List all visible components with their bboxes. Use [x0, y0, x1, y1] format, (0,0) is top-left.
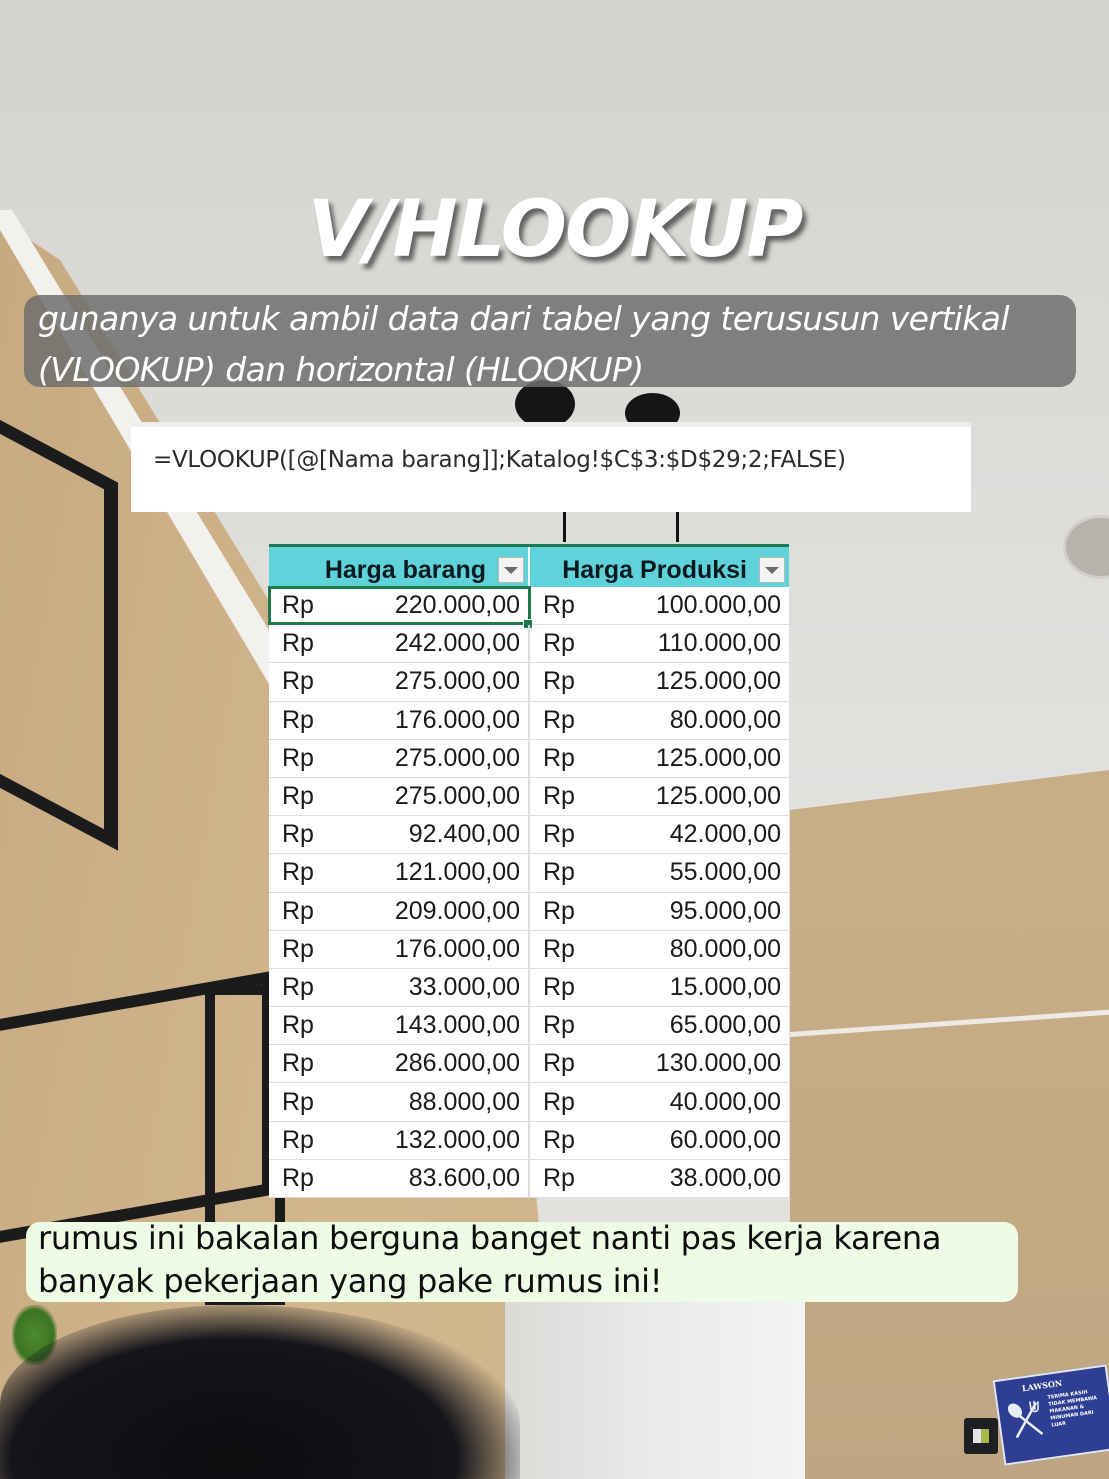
cell-harga-produksi[interactable]	[530, 587, 789, 624]
table-row	[269, 625, 789, 663]
note-text	[38, 1217, 1028, 1303]
cell-value: 40.000,00	[669, 1087, 781, 1116]
cell-value: 121.000,00	[394, 858, 520, 887]
currency-label: Rp	[282, 743, 314, 772]
cell-value: 33.000,00	[408, 972, 520, 1001]
cell-harga-produksi[interactable]	[530, 1045, 789, 1082]
currency-label: Rp	[543, 667, 575, 696]
cell-harga-barang[interactable]	[269, 1122, 530, 1159]
table-row	[269, 778, 789, 816]
table-row	[269, 1160, 789, 1198]
cell-harga-barang[interactable]	[269, 854, 530, 891]
cell-harga-barang[interactable]	[269, 778, 530, 815]
cell-harga-produksi[interactable]	[530, 893, 789, 930]
cell-value: 110.000,00	[657, 629, 781, 658]
currency-label: Rp	[282, 972, 314, 1001]
currency-label: Rp	[282, 896, 314, 925]
formula-bar[interactable]	[131, 427, 971, 512]
cell-harga-produksi[interactable]	[530, 1083, 789, 1120]
column-header-harga-barang[interactable]	[269, 547, 530, 587]
table-row	[269, 969, 789, 1007]
currency-label: Rp	[282, 858, 314, 887]
currency-label: Rp	[543, 1049, 575, 1078]
table-body	[269, 587, 789, 1198]
currency-label: Rp	[543, 934, 575, 963]
cell-value: 286.000,00	[394, 1049, 520, 1078]
dropdown-arrow-icon[interactable]	[498, 557, 524, 583]
cell-value: 88.000,00	[408, 1087, 520, 1116]
cell-harga-barang[interactable]	[269, 893, 530, 930]
table-row	[269, 854, 789, 892]
subtitle-line-2: (VLOOKUP) dan horizontal (HLOOKUP)	[38, 350, 644, 389]
window-light	[505, 1300, 805, 1479]
dropdown-arrow-icon[interactable]	[759, 557, 785, 583]
page-title: V/HLOOKUP	[307, 185, 802, 275]
cell-value: 65.000,00	[669, 1011, 781, 1040]
cell-value: 125.000,00	[655, 782, 781, 811]
lamp-cord	[676, 512, 679, 542]
subtitle-line-1: gunanya untuk ambil data dari tabel yang terususun vertikal	[38, 299, 1009, 338]
currency-label: Rp	[282, 1049, 314, 1078]
cell-value: 132.000,00	[394, 1125, 520, 1154]
cell-harga-produksi[interactable]	[530, 1160, 789, 1197]
cell-value: 143.000,00	[394, 1011, 520, 1040]
column-header-label: Harga barang	[324, 556, 486, 584]
cell-harga-barang[interactable]	[269, 1007, 530, 1044]
cell-harga-produksi[interactable]	[530, 1007, 789, 1044]
table-row	[269, 663, 789, 701]
cell-harga-produksi[interactable]	[530, 816, 789, 853]
column-header-label: Harga Produksi	[562, 556, 747, 584]
cell-harga-barang[interactable]	[269, 1083, 530, 1120]
cell-value: 60.000,00	[669, 1125, 781, 1154]
cell-value: 209.000,00	[394, 896, 520, 925]
cell-harga-barang[interactable]	[269, 1160, 530, 1197]
currency-label: Rp	[543, 972, 575, 1001]
currency-label: Rp	[543, 1125, 575, 1154]
table-row	[269, 931, 789, 969]
currency-label: Rp	[282, 1125, 314, 1154]
cell-harga-barang[interactable]	[269, 816, 530, 853]
currency-label: Rp	[543, 1087, 575, 1116]
cell-harga-barang[interactable]	[269, 1045, 530, 1082]
cell-value: 176.000,00	[394, 705, 520, 734]
cell-harga-barang[interactable]	[269, 740, 530, 777]
cell-value: 220.000,00	[394, 591, 520, 620]
currency-label: Rp	[282, 667, 314, 696]
table-row	[269, 740, 789, 778]
cell-harga-barang[interactable]	[269, 663, 530, 700]
currency-label: Rp	[282, 629, 314, 658]
column-header-harga-produksi[interactable]	[530, 547, 789, 587]
cell-value: 95.000,00	[669, 896, 781, 925]
cell-value: 242.000,00	[394, 629, 520, 658]
currency-label: Rp	[543, 896, 575, 925]
table-row	[269, 1083, 789, 1121]
cell-harga-barang[interactable]	[269, 702, 530, 739]
cell-value: 92.400,00	[408, 820, 520, 849]
currency-label: Rp	[282, 1087, 314, 1116]
subtitle-text	[38, 293, 1078, 395]
table-row	[269, 702, 789, 740]
cell-harga-produksi[interactable]	[530, 702, 789, 739]
cell-harga-produksi[interactable]	[530, 663, 789, 700]
spreadsheet-table	[269, 544, 789, 1198]
wall-sign	[993, 1364, 1109, 1465]
currency-label: Rp	[282, 820, 314, 849]
table-row	[269, 1122, 789, 1160]
currency-label: Rp	[282, 934, 314, 963]
formula-text[interactable]: =VLOOKUP([@[Nama barang]];Katalog!$C$3:$D$29;2;FALSE)	[153, 447, 846, 473]
cell-harga-produksi[interactable]	[530, 1122, 789, 1159]
currency-label: Rp	[282, 782, 314, 811]
table-row	[269, 1007, 789, 1045]
cell-value: 15.000,00	[669, 972, 781, 1001]
cell-harga-produksi[interactable]	[530, 854, 789, 891]
cell-harga-produksi[interactable]	[530, 778, 789, 815]
currency-label: Rp	[543, 705, 575, 734]
currency-label: Rp	[543, 743, 575, 772]
currency-label: Rp	[543, 820, 575, 849]
currency-label: Rp	[543, 858, 575, 887]
table-row	[269, 1045, 789, 1083]
cell-harga-produksi[interactable]	[530, 740, 789, 777]
light-switch-icon	[964, 1418, 998, 1454]
cell-value: 80.000,00	[669, 705, 781, 734]
currency-label: Rp	[282, 705, 314, 734]
cell-harga-barang[interactable]	[269, 625, 530, 662]
cell-harga-barang[interactable]	[269, 587, 530, 624]
currency-label: Rp	[282, 591, 314, 620]
cell-value: 38.000,00	[669, 1163, 781, 1192]
cell-harga-produksi[interactable]	[530, 931, 789, 968]
cell-harga-barang[interactable]	[269, 969, 530, 1006]
currency-label: Rp	[543, 629, 575, 658]
note-line-1: rumus ini bakalan berguna banget nanti pas kerja karena	[38, 1219, 942, 1257]
currency-label: Rp	[543, 591, 575, 620]
currency-label: Rp	[543, 1011, 575, 1040]
currency-label: Rp	[282, 1011, 314, 1040]
sign-text: TERIMA KASIH TIDAK MEMBAWA MAKANAN & MINUMAN DARI LUAR	[1047, 1389, 1098, 1429]
cell-value: 275.000,00	[394, 743, 520, 772]
cell-value: 176.000,00	[394, 934, 520, 963]
spoon-fork-icon	[1004, 1398, 1049, 1443]
cell-value: 80.000,00	[669, 934, 781, 963]
cell-value: 55.000,00	[669, 858, 781, 887]
table-row	[269, 816, 789, 854]
currency-label: Rp	[282, 1163, 314, 1192]
cell-value: 275.000,00	[394, 782, 520, 811]
cell-value: 42.000,00	[669, 820, 781, 849]
cell-harga-barang[interactable]	[269, 931, 530, 968]
note-line-2: banyak pekerjaan yang pake rumus ini!	[38, 1262, 663, 1300]
table-header	[269, 544, 789, 587]
cell-value: 83.600,00	[408, 1163, 520, 1192]
cell-value: 125.000,00	[655, 667, 781, 696]
cell-harga-produksi[interactable]	[530, 625, 789, 662]
cell-value: 275.000,00	[394, 667, 520, 696]
cell-value: 130.000,00	[655, 1049, 781, 1078]
currency-label: Rp	[543, 1163, 575, 1192]
table-row	[269, 893, 789, 931]
lamp-cord	[563, 512, 566, 542]
cell-value: 100.000,00	[655, 591, 781, 620]
cell-value: 125.000,00	[655, 743, 781, 772]
currency-label: Rp	[543, 782, 575, 811]
table-row	[269, 587, 789, 625]
sign-brand: LAWSON	[1021, 1377, 1063, 1394]
cell-harga-produksi[interactable]	[530, 969, 789, 1006]
